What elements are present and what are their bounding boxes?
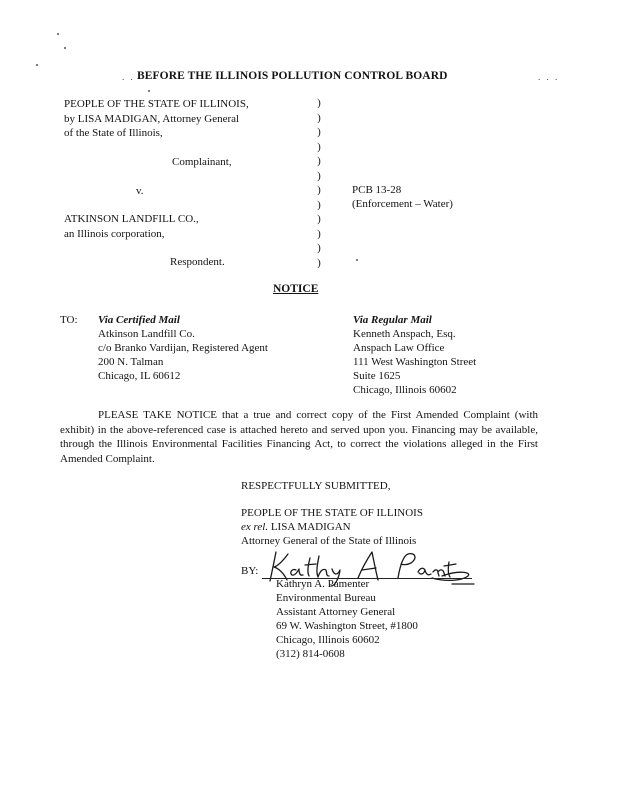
ex-rel-prefix: ex rel. [241, 521, 269, 533]
to-label: TO: [60, 314, 78, 326]
scan-dots: . . [122, 72, 135, 82]
paren: ) [317, 155, 321, 167]
signer-line-4: 69 W. Washington Street, #1800 [276, 620, 418, 632]
paren: ) [317, 198, 321, 211]
paren: ) [317, 184, 321, 196]
ag-line: Attorney General of the State of Illinois [241, 535, 417, 547]
by-label: BY: [241, 565, 259, 577]
right-address-line-4: Suite 1625 [353, 370, 401, 382]
respondent-line-2: an Illinois corporation, [64, 228, 165, 240]
versus: v. [136, 185, 144, 197]
caption-parentheses [314, 96, 324, 270]
left-method: Via Certified Mail [98, 314, 180, 326]
paren: ) [317, 227, 321, 240]
paren: ) [317, 242, 321, 254]
respondent-label: Respondent. [170, 256, 225, 268]
right-method: Via Regular Mail [353, 314, 432, 326]
right-address-line-1: Kenneth Anspach, Esq. [353, 328, 456, 340]
paren: ) [317, 111, 321, 124]
right-address-line-2: Anspach Law Office [353, 342, 445, 354]
complainant-line-1: PEOPLE OF THE STATE OF ILLINOIS, [64, 98, 249, 110]
closing: RESPECTFULLY SUBMITTED, [241, 480, 391, 492]
paren: ) [317, 140, 321, 153]
paren: ) [317, 213, 321, 225]
complainant-line-2: by LISA MADIGAN, Attorney General [64, 113, 240, 125]
right-address-line-5: Chicago, Illinois 60602 [353, 384, 457, 396]
ex-rel-name: LISA MADIGAN [270, 521, 351, 533]
scan-speck [57, 33, 59, 35]
left-address-line-4: Chicago, IL 60612 [98, 370, 181, 382]
signer-line-2: Environmental Bureau [276, 592, 376, 604]
page-title: BEFORE THE ILLINOIS POLLUTION CONTROL BOARD [137, 70, 448, 82]
complainant-label: Complainant, [172, 156, 232, 168]
signature-text [262, 548, 263, 549]
paren: ) [317, 256, 321, 269]
signer-line-3: Assistant Attorney General [276, 606, 396, 618]
scan-speck [356, 259, 358, 261]
case-number: PCB 13-28 [352, 184, 402, 196]
notice-heading: NOTICE [273, 283, 319, 295]
right-address-line-3: 111 West Washington Street [353, 356, 477, 368]
ex-rel-line [241, 520, 351, 534]
people-line: PEOPLE OF THE STATE OF ILLINOIS [241, 507, 423, 519]
signer-line-5: Chicago, Illinois 60602 [276, 634, 380, 646]
complainant-line-3: of the State of Illinois, [64, 127, 163, 139]
signer-line-6: (312) 814-0608 [276, 648, 345, 660]
paren: ) [317, 97, 321, 109]
scan-speck [36, 64, 38, 66]
case-type: (Enforcement – Water) [352, 198, 453, 210]
paren: ) [317, 126, 321, 138]
scan-speck [64, 47, 66, 49]
scan-speck [148, 90, 150, 92]
left-address-line-2: c/o Branko Vardijan, Registered Agent [98, 342, 268, 354]
notice-body: PLEASE TAKE NOTICE that a true and correct copy of the First Amended Complaint (with exhibit) in the above-referenced case is attached hereto and served upon you. Financing may be available, through the Illinois Environmental Facilities Financing Act, to correct the violations alleged in the First Amended Complaint. [60, 409, 538, 465]
respondent-line-1: ATKINSON LANDFILL CO., [64, 213, 199, 225]
left-address-line-1: Atkinson Landfill Co. [98, 328, 195, 340]
signer-line-1: Kathryn A. Pamenter [276, 578, 370, 590]
paren: ) [317, 169, 321, 182]
left-address-line-3: 200 N. Talman [98, 356, 164, 368]
scan-dots: . . . [538, 72, 560, 82]
